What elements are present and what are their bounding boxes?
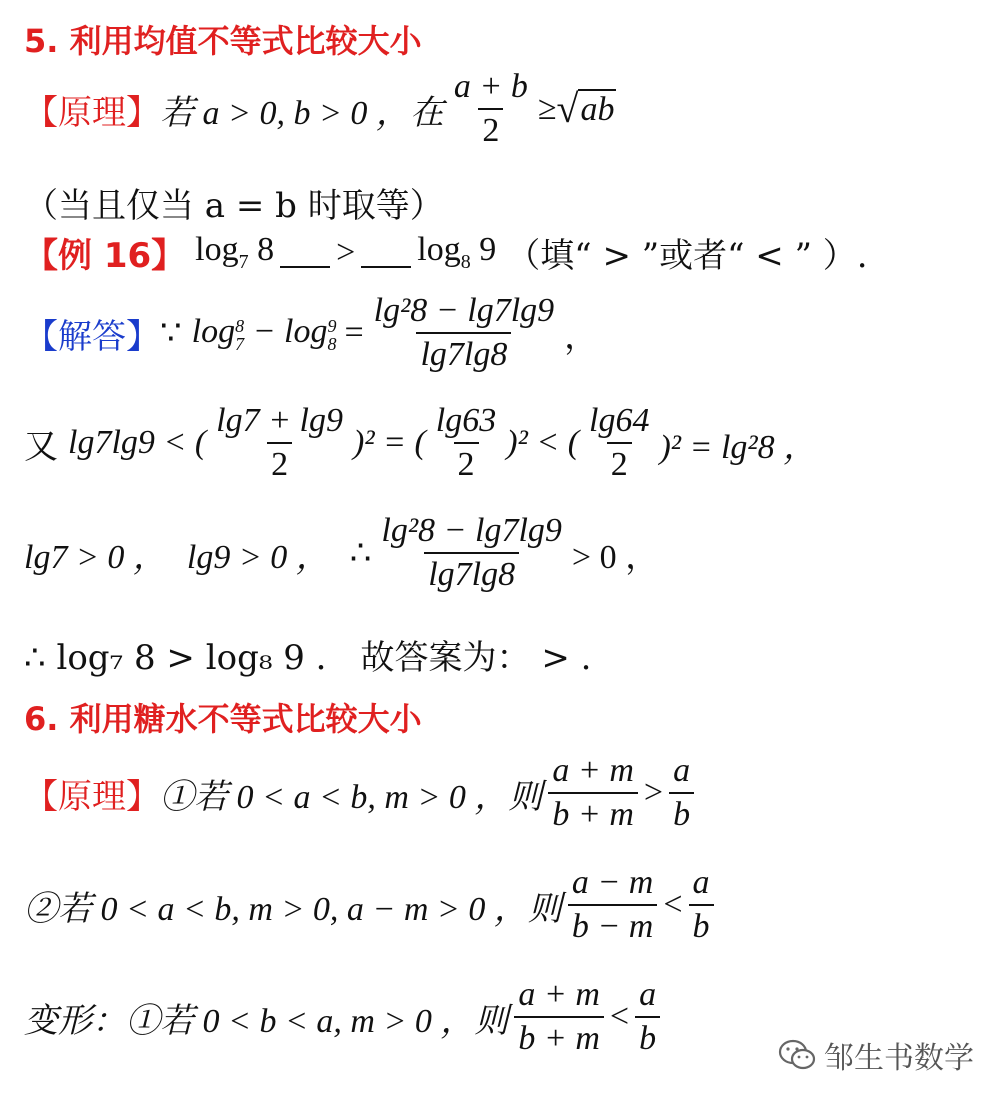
mean-fraction-denominator: 2	[478, 108, 503, 150]
sugar-2-rhs-numerator: a	[692, 864, 710, 901]
l3-part-d: > 0 ，	[571, 538, 660, 576]
equals-sign: =	[344, 314, 364, 351]
l3-part-a: lg7 > 0 ，	[24, 538, 167, 576]
example-log-b: $\log_8 9$	[417, 231, 497, 273]
sugar-3-fraction	[514, 976, 604, 1058]
sugar-3-rhs-numerator: a	[639, 976, 657, 1013]
watermark	[778, 1033, 974, 1077]
principle-tag: 【原理】	[24, 92, 160, 133]
l2-part-a: lg7lg9 < (	[68, 424, 207, 461]
l2-part-d: )² = lg²8 ，	[659, 428, 818, 466]
l2-fraction-1-denominator: 2	[267, 442, 292, 484]
l2-fraction-2-numerator: lg63	[435, 402, 497, 439]
sqrt-body: ab	[580, 91, 615, 128]
log-diff: log 8 7 − log 9 8	[191, 313, 337, 354]
principle-line-1	[24, 68, 616, 150]
comma: ，	[564, 316, 599, 357]
l2-part-b: )² = (	[353, 424, 426, 461]
l2-fraction-3-numerator: lg64	[589, 402, 650, 439]
sugar-1-relation: >	[643, 774, 664, 811]
solution-line-3	[24, 512, 659, 594]
solution-fraction-1	[370, 292, 558, 374]
l3-fraction-denominator: lg7lg8	[424, 552, 519, 594]
sugar-2-denominator: b − m	[568, 904, 658, 946]
sugar-3-rhs	[635, 976, 660, 1058]
sugar-3-numerator: a + m	[518, 976, 600, 1013]
sugar-3-relation: <	[609, 998, 630, 1035]
sugar-1-denominator: b + m	[548, 792, 638, 834]
sugar-principle-1	[24, 752, 700, 834]
example-16-line	[24, 228, 868, 277]
example-tag: 【例 16】	[24, 236, 186, 276]
solution-conclusion: ∴ log₇ 8 > log₈ 9 ． 故答案为： > .	[24, 638, 592, 678]
solution-line-1	[24, 292, 598, 374]
sugar-principle-2	[24, 864, 720, 946]
sugar-variant-condition: 变形：①若 0 < b < a, m > 0 ，则	[24, 1002, 509, 1040]
l2-fraction-2	[432, 402, 500, 484]
geq-sign: ≥	[537, 90, 557, 127]
sqrt-expression	[556, 86, 617, 131]
solution-fraction-1-numerator: lg²8 − lg7lg9	[373, 292, 555, 329]
l2-fraction-1	[212, 402, 347, 484]
l2-fraction-2-denominator: 2	[454, 442, 479, 484]
solution-fraction-1-denominator: lg7lg8	[416, 332, 511, 374]
sugar-2-numerator: a − m	[571, 864, 654, 901]
example-hint: （填“ > ”或者“ < ” ）.	[506, 236, 868, 276]
sugar-principle-2-condition: ②若 0 < a < b, m > 0, a − m > 0 ，则	[24, 890, 562, 928]
sugar-1-numerator: a + m	[552, 752, 634, 789]
principle-condition: 若 a > 0, b > 0 ，在	[160, 94, 444, 132]
mean-fraction	[450, 68, 532, 150]
sugar-2-fraction	[568, 864, 658, 946]
example-gt: >	[336, 233, 356, 271]
sugar-variant	[24, 976, 666, 1058]
also-prefix: 又	[24, 426, 58, 467]
sugar-1-rhs	[669, 752, 694, 834]
solution-line-2	[24, 402, 817, 484]
equality-note: （当且仅当 a = b 时取等）	[24, 186, 444, 226]
section-5-title: 5. 利用均值不等式比较大小	[24, 22, 422, 60]
section-6-title: 6. 利用糖水不等式比较大小	[24, 700, 422, 738]
l2-fraction-3	[585, 402, 653, 484]
l2-fraction-1-numerator: lg7 + lg9	[216, 402, 344, 439]
because-symbol: ∵	[160, 315, 182, 352]
sugar-1-rhs-denominator: b	[669, 792, 694, 834]
l3-fraction-numerator: lg²8 − lg7lg9	[381, 512, 562, 549]
sugar-principle-tag: 【原理】	[24, 776, 160, 817]
therefore-symbol: ∴	[349, 535, 372, 572]
sugar-2-relation: <	[663, 886, 683, 923]
sugar-principle-1-condition: ①若 0 < a < b, m > 0 ，则	[160, 778, 543, 816]
answer-blank-left	[280, 238, 330, 268]
mean-fraction-numerator: a + b	[453, 68, 528, 105]
example-log-a: $\log_7 8$	[195, 231, 275, 273]
l2-part-c: )² < (	[506, 424, 580, 461]
solution-tag: 【解答】	[24, 316, 160, 357]
watermark-text: 邹生书数学	[824, 1041, 974, 1076]
l2-fraction-3-denominator: 2	[607, 442, 632, 484]
radical-sign: √	[556, 86, 579, 131]
sugar-3-rhs-denominator: b	[635, 1016, 660, 1058]
sugar-2-rhs	[689, 864, 714, 946]
l3-fraction	[377, 512, 565, 594]
sugar-2-rhs-denominator: b	[689, 904, 714, 946]
sugar-3-denominator: b + m	[514, 1016, 604, 1058]
sugar-1-fraction	[548, 752, 638, 834]
wechat-icon	[778, 1038, 816, 1072]
sugar-1-rhs-numerator: a	[673, 752, 691, 789]
answer-blank-right	[361, 238, 411, 268]
l3-part-b: lg9 > 0 ，	[186, 538, 330, 576]
